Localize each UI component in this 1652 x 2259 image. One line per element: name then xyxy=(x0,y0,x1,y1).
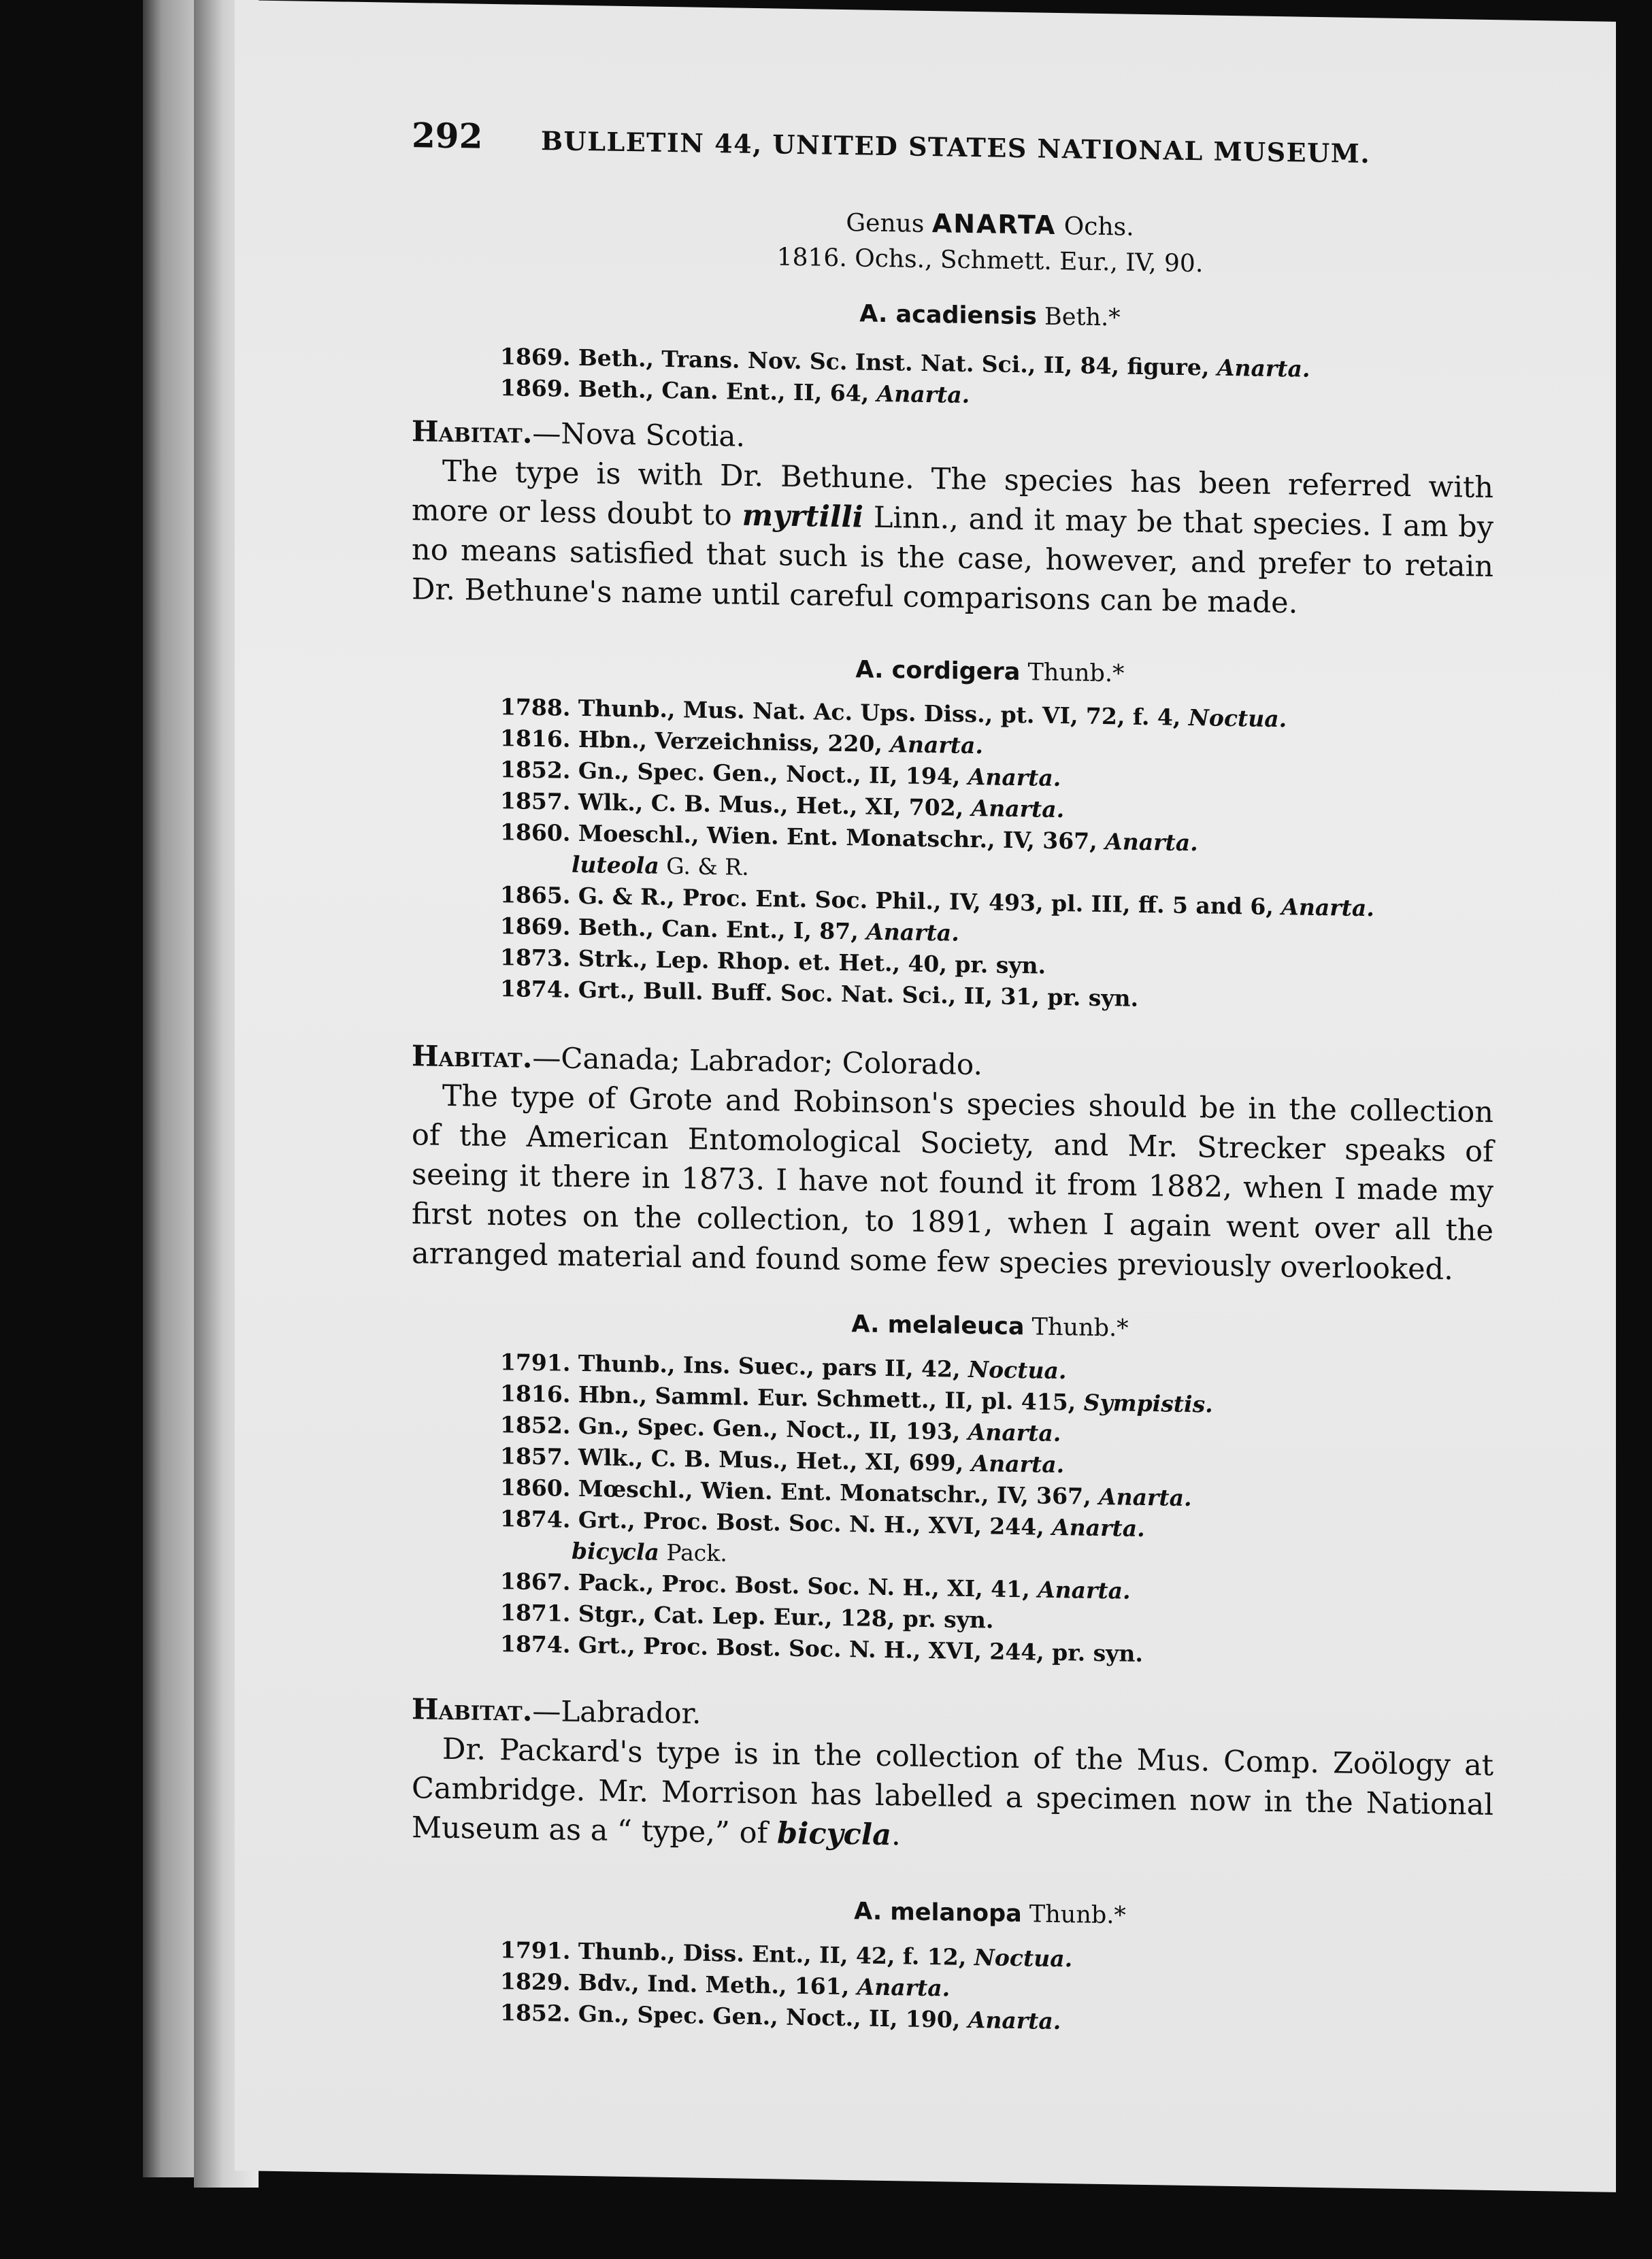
species-note: The type is with Dr. Bethune. The species has been referred with more or less doubt to myrtilli Linn., and it may be that species. I am by no means satisfied that such is the case, however, and prefer to retain Dr. Bethune's name until careful comparisons can be made. xyxy=(412,454,1493,621)
reference-entry: 1873. Strk., Lep. Rhop. et. Het., 40, pr. syn. xyxy=(500,944,1046,979)
reference-entry: 1867. Pack., Proc. Bost. Soc. N. H., XI, 41, Anarta. xyxy=(500,1568,1131,1604)
reference-entry: 1865. G. & R., Proc. Ent. Soc. Phil., IV, 493, pl. III, ff. 5 and 6, Anarta. xyxy=(500,881,1374,922)
species-heading xyxy=(412,649,1568,695)
species-heading xyxy=(412,1891,1568,1936)
habitat-label: Habitat. xyxy=(412,414,533,450)
genus-reference: 1816. Ochs., Schmett. Eur., IV, 90. xyxy=(776,243,1204,278)
habitat-line xyxy=(412,1039,982,1081)
reference-entry: 1857. Wlk., C. B. Mus., Het., XI, 699, Anarta. xyxy=(500,1442,1065,1479)
reference-entry: 1860. Mœschl., Wien. Ent. Monatschr., IV, 367, Anarta. xyxy=(500,1474,1192,1512)
reference-entry: 1869. Beth., Trans. Nov. Sc. Inst. Nat. Sci., II, 84, figure, Anarta. xyxy=(500,343,1310,382)
genus-name: ANARTA xyxy=(931,208,1057,240)
reference-entry: 1852. Gn., Spec. Gen., Noct., II, 193, Anarta. xyxy=(500,1411,1061,1447)
reference-entry: 1871. Stgr., Cat. Lep. Eur., 128, pr. syn. xyxy=(500,1599,994,1634)
reference-entry: 1857. Wlk., C. B. Mus., Het., XI, 702, Anarta. xyxy=(500,787,1065,823)
habitat-label: Habitat. xyxy=(412,1692,533,1728)
reference-list xyxy=(500,341,1310,416)
species-name: A. cordigera xyxy=(855,656,1021,687)
reference-entry: 1874. Grt., Proc. Bost. Soc. N. H., XVI, 244, pr. syn. xyxy=(500,1630,1143,1667)
reference-entry: 1816. Hbn., Verzeichniss, 220, Anarta. xyxy=(500,725,983,759)
reference-list xyxy=(500,1934,1072,2037)
species-heading xyxy=(412,1304,1568,1349)
running-title: BULLETIN 44, UNITED STATES NATIONAL MUSEUM. xyxy=(541,125,1371,169)
species-heading xyxy=(412,293,1568,339)
reference-entry: 1874. Grt., Proc. Bost. Soc. N. H., XVI, 244, Anarta. xyxy=(500,1505,1145,1543)
reference-entry: 1860. Moeschl., Wien. Ent. Monatschr., IV, 367, Anarta. xyxy=(500,819,1198,857)
reference-entry: 1829. Bdv., Ind. Meth., 161, Anarta. xyxy=(500,1968,951,2002)
species-name: A. acadiensis xyxy=(859,300,1037,331)
habitat-value: —Nova Scotia. xyxy=(532,416,745,453)
reference-entry: 1791. Thunb., Ins. Suec., pars II, 42, Noctua. xyxy=(500,1349,1067,1385)
running-header xyxy=(412,115,1568,174)
species-note: Dr. Packard's type is in the collection of the Mus. Comp. Zoölogy at Cambridge. Mr. Morrison has labelled a specimen now in the National Museum as a “ type,” of bicycla. xyxy=(412,1732,1493,1853)
reference-entry: 1852. Gn., Spec. Gen., Noct., II, 194, Anarta. xyxy=(500,756,1061,792)
species-author: Thunb.* xyxy=(1031,1313,1129,1342)
genus-label: Genus xyxy=(846,209,925,238)
habitat-label: Habitat. xyxy=(412,1039,533,1074)
reference-entry: 1852. Gn., Spec. Gen., Noct., II, 190, Anarta. xyxy=(500,1999,1061,2035)
reference-entry: 1874. Grt., Bull. Buff. Soc. Nat. Sci., II, 31, pr. syn. xyxy=(500,975,1138,1012)
habitat-line xyxy=(412,1692,701,1730)
species-note: The type of Grote and Robinson's species should be in the collection of the American Entomological Society, and Mr. Strecker speaks of seeing it there in 1873. I have not found it from 1882, when I made my first notes on the collection, to 1891, when I again went over all the arranged material and found some few species previously overlooked. xyxy=(412,1078,1493,1287)
species-author: Thunb.* xyxy=(1029,1900,1126,1930)
genus-author: Ochs. xyxy=(1063,212,1134,242)
reference-entry: 1791. Thunb., Diss. Ent., II, 42, f. 12, Noctua. xyxy=(500,1936,1073,1973)
habitat-line xyxy=(412,414,745,453)
page-number: 292 xyxy=(412,115,483,156)
species-author: Beth.* xyxy=(1044,303,1121,332)
page-content xyxy=(412,115,1568,2035)
habitat-value: —Labrador. xyxy=(532,1694,701,1730)
habitat-value: —Canada; Labrador; Colorado. xyxy=(532,1040,982,1082)
reference-entry: 1869. Beth., Can. Ent., I, 87, Anarta. xyxy=(500,912,959,946)
species-name: A. melanopa xyxy=(854,1898,1022,1928)
reference-list xyxy=(500,691,1374,1018)
book-page xyxy=(235,0,1616,2192)
reference-entry: 1788. Thunb., Mus. Nat. Ac. Ups. Diss., pt. VI, 72, f. 4, Noctua. xyxy=(500,693,1287,733)
synonym-entry: bicycla Pack. xyxy=(572,1537,727,1567)
reference-entry: 1816. Hbn., Samml. Eur. Schmett., II, pl. 415, Sympistis. xyxy=(500,1380,1213,1418)
species-name: A. melaleuca xyxy=(851,1310,1025,1341)
reference-entry: 1869. Beth., Can. Ent., II, 64, Anarta. xyxy=(500,374,970,408)
synonym-entry: luteola G. & R. xyxy=(572,851,749,880)
species-author: Thunb.* xyxy=(1027,659,1125,688)
reference-list xyxy=(500,1347,1213,1670)
